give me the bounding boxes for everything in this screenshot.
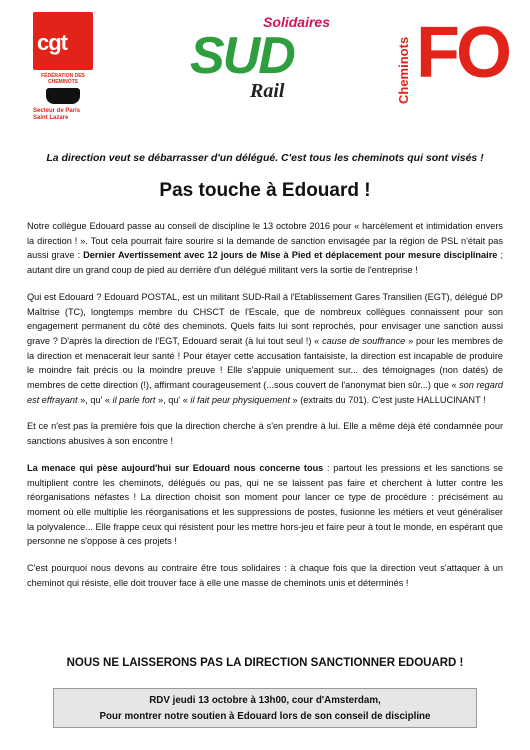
p4-bold: La menace qui pèse aujourd'hui sur Edouard nous concerne tous xyxy=(27,462,324,473)
slogan: NOUS NE LAISSERONS PAS LA DIRECTION SANCTIONNER EDOUARD ! xyxy=(66,657,464,669)
p2-text-4: », qu' « xyxy=(155,394,191,405)
paragraph-4 xyxy=(27,461,503,549)
fo-logo-cheminots: Cheminots xyxy=(396,36,411,104)
sud-rail-logo xyxy=(190,14,350,108)
p2-text-2: » pour les membres de la direction et menacerait leur santé ! Pour étayer cette accusation fantaisiste, la direction est incapable de produire le moindre fait précis ou la moindre preuve ! Elle s'appuie uniquement sur... des témoignages (non datés) de membres de cette direction (!), affirmant courageusement (...sous couvert de l'anonymat bien sûr...) que « xyxy=(27,335,503,391)
logos-header xyxy=(0,0,530,140)
paragraph-5: C'est pourquoi nous devons au contraire être tous solidaires : à chaque fois que la direction veut s'attaquer à un cheminot qui résiste, elle doit trouver face à elle une masse de cheminots unis et déterminés ! xyxy=(27,563,503,588)
p2-quote-2: son regard est effrayant xyxy=(27,380,504,405)
p1-text-end: ; autant dire un grand coup de pied au derrière d'un délégué militant vers la sortie de l'entreprise ! xyxy=(27,250,504,276)
p1-bold: Dernier Avertissement avec 12 jours de Mise à Pied et déplacement pour mesure disciplinaire xyxy=(83,250,498,261)
cgt-logo-federation: FÉDÉRATION DES CHEMINOTS xyxy=(41,73,85,85)
cgt-logo-block xyxy=(33,12,93,70)
paragraph-3: Et ce n'est pas la première fois que la direction cherche à s'en prendre à lui. Elle a même déjà été condamnée pour sanctions abusives à son encontre ! xyxy=(27,421,503,447)
cgt-logo-name: cgt xyxy=(37,30,67,55)
article-body xyxy=(27,219,503,602)
p2-quote-3: il parle fort xyxy=(112,394,156,405)
p2-text-3: », qu' « xyxy=(77,394,113,405)
tagline: La direction veut se débarrasser d'un délégué. C'est tous les cheminots qui sont visés ! xyxy=(46,152,484,164)
rdv-line-1: RDV jeudi 13 octobre à 13h00, cour d'Amsterdam, xyxy=(149,695,381,706)
fo-logo xyxy=(396,14,506,109)
paragraph-2 xyxy=(27,290,503,408)
cgt-logo-section: Secteur de Paris Saint Lazare xyxy=(33,108,81,121)
sud-logo-name: SUD xyxy=(190,27,294,85)
cgt-emblem-icon xyxy=(46,88,80,104)
fo-logo-name: FO xyxy=(416,13,508,93)
rdv-box xyxy=(53,688,477,728)
paragraph-1 xyxy=(27,219,503,278)
cgt-logo xyxy=(33,12,93,122)
rdv-line-2: Pour montrer notre soutien à Edouard lors de son conseil de discipline xyxy=(99,711,431,722)
p4-text: : partout les pressions et les sanctions se multiplient contre les cheminots, délégués ou pas, qui ne se laissent pas faire et cherchent à lutter contre les réorganisations néfastes ! La direction choisit son moment pour lancer ce type de procédure : précisément au moment où elle multiplie les réorganisations et les suppressions de postes, fusionne les métiers et veut généraliser la polyvalence... Elle frappe ceux qui résistent pour les mettre hors-jeu et faire peur à tout le monde, en espérant que personne ne s'oppose à ces projets ! xyxy=(27,462,503,547)
p1-text: Notre collègue Edouard passe au conseil de discipline le 13 octobre 2016 pour « harcèlement et intimidation envers la direction ! ». Tout cela pourrait faire sourire si la demande de sanction envisagée par la région de PSL n'était pas aussi grave : xyxy=(27,221,503,261)
sud-logo-rail: Rail xyxy=(250,80,285,102)
p2-text: Qui est Edouard ? Edouard POSTAL, est un militant SUD-Rail à l'Etablissement Gares Transilien (EGT), délégué DP Maîtrise (TC), longtemps membre du CHSCT de l'Escale, que de nombreux collègues connaissent pour son engagement permanent du côté des cheminots. Quels faits lui sont reprochés, pour envisager une sanction aussi grave ? D'après la direction de l'EGT, Edouard serait (à lui tout seul !) « xyxy=(27,291,503,346)
p2-text-end: » (extraits du 701). C'est juste HALLUCINANT ! xyxy=(290,394,486,405)
p2-quote-1: cause de souffrance xyxy=(322,335,406,346)
p2-quote-4: il fait peur physiquement xyxy=(190,394,290,405)
page-title: Pas touche à Edouard ! xyxy=(159,180,371,201)
sud-logo-solidaires: Solidaires xyxy=(263,14,330,30)
